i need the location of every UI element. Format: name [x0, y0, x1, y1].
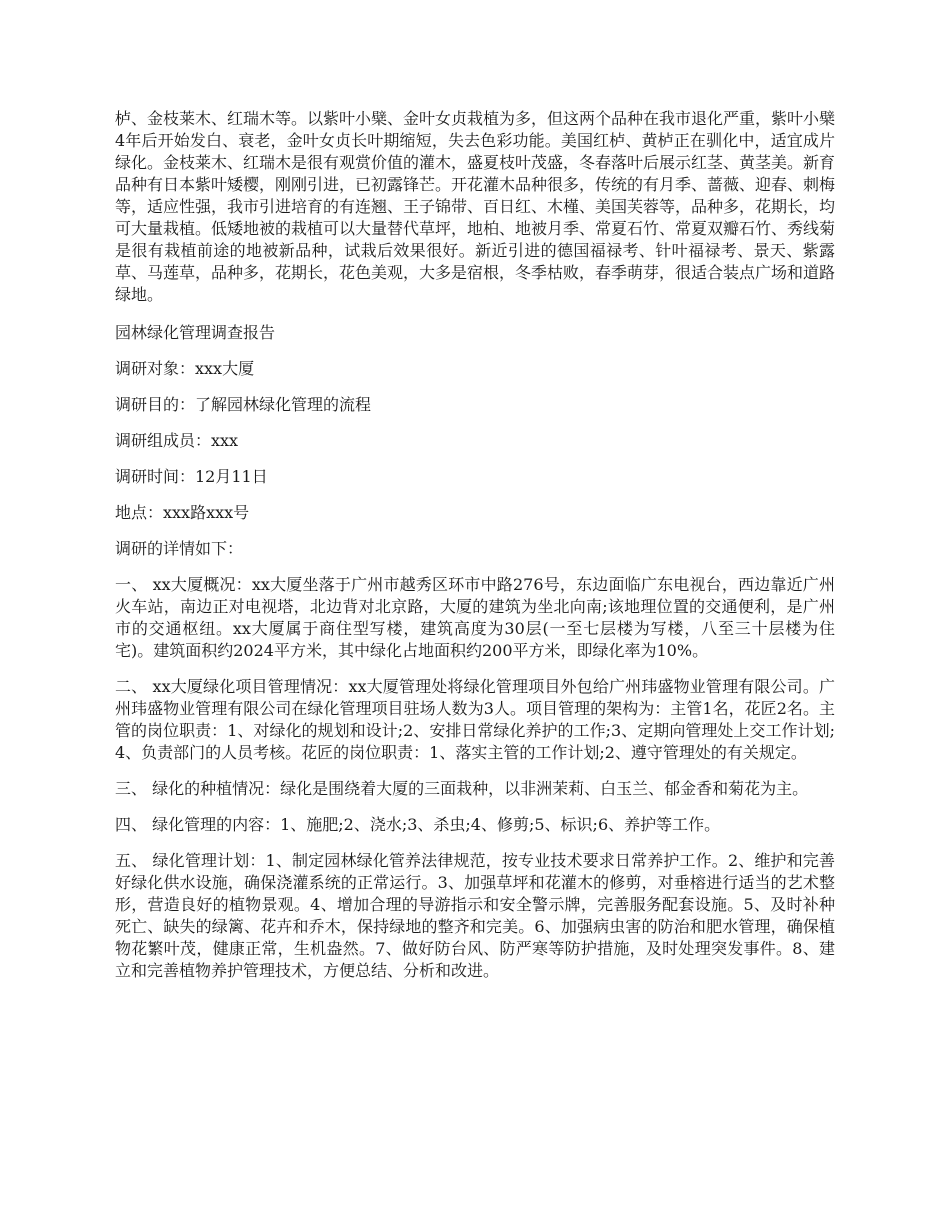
details-heading: 调研的详情如下： [115, 539, 244, 558]
survey-purpose: 调研目的：了解园林绿化管理的流程 [115, 395, 372, 414]
survey-object: 调研对象：xxx大厦 [115, 359, 255, 378]
section-2-project-management: 二、 xx大厦绿化项目管理情况：xx大厦管理处将绿化管理项目外包给广州玮盛物业管理有限公司。广州玮盛物业管理有限公司在绿化管理项目驻场人数为3人。项目管理的架构为：主管1名，花匠2名。主管的岗位职责：1、对绿化的规划和设计;2、安排日常绿化养护的工作;3、定期向管理处上交工作计划;4、负责部门的人员考核。花匠的岗位职责：1、落实主管的工作计划;2、遵守管理处的有关规定。 [115, 677, 835, 762]
report-title: 园林绿化管理调查报告 [115, 323, 276, 342]
section-1-overview: 一、 xx大厦概况：xx大厦坐落于广州市越秀区环市中路276号，东边面临广东电视台，西边靠近广州火车站，南边正对电视塔，北边背对北京路，大厦的建筑为坐北向南;该地理位置的交通便利，是广州市的交通枢纽。xx大厦属于商住型写楼，建筑高度为30层(一至七层楼为写楼，八至三十层楼为住宅)。建筑面积约2024平方米，其中绿化占地面积约200平方米，即绿化率为10%。 [115, 575, 835, 660]
section-5-management-plan: 五、 绿化管理计划：1、制定园林绿化管养法律规范，按专业技术要求日常养护工作。2、维护和完善好绿化供水设施，确保浇灌系统的正常运行。3、加强草坪和花灌木的修剪，对垂榕进行适当的艺术整形，营造良好的植物景观。4、增加合理的导游指示和安全警示牌，完善服务配套设施。5、及时补种死亡、缺失的绿篱、花卉和乔木，保持绿地的整齐和完美。6、加强病虫害的防治和肥水管理，确保植物花繁叶茂，健康正常，生机盎然。7、做好防台风、防严寒等防护措施，及时处理突发事件。8、建立和完善植物养护管理技术，方便总结、分析和改进。 [115, 851, 835, 980]
section-4-management-content: 四、 绿化管理的内容：1、施肥;2、浇水;3、杀虫;4、修剪;5、标识;6、养护等工作。 [115, 815, 721, 834]
section-3-planting: 三、 绿化的种植情况：绿化是围绕着大厦的三面栽种，以非洲茉莉、白玉兰、郁金香和菊花为主。 [115, 779, 809, 798]
survey-time: 调研时间：12月11日 [115, 467, 268, 486]
survey-location: 地点：xxx路xxx号 [115, 503, 250, 522]
intro-paragraph: 栌、金枝莱木、红瑞木等。以紫叶小檗、金叶女贞栽植为多，但这两个品种在我市退化严重，紫叶小檗4年后开始发白、衰老，金叶女贞长叶期缩短，失去色彩功能。美国红栌、黄栌正在驯化中，适宜成片绿化。金枝莱木、红瑞木是很有观赏价值的灌木，盛夏枝叶茂盛，冬春落叶后展示红茎、黄茎美。新育品种有日本紫叶矮樱，刚刚引进，已初露锋芒。开花灌木品种很多，传统的有月季、蔷薇、迎春、刺梅等，适应性强，我市引进培育的有连翘、王子锦带、百日红、木槿、美国芙蓉等，品种多，花期长，均可大量栽植。低矮地被的栽植可以大量替代草坪，地柏、地被月季、常夏石竹、常夏双瓣石竹、秀线菊是很有栽植前途的地被新品种，试栽后效果很好。新近引进的德国福禄考、针叶福禄考、景天、紫露草、马莲草，品种多，花期长，花色美观，大多是宿根，冬季枯败，春季萌芽，很适合装点广场和道路绿地。 [115, 109, 836, 304]
survey-members: 调研组成员：xxx [115, 431, 239, 450]
